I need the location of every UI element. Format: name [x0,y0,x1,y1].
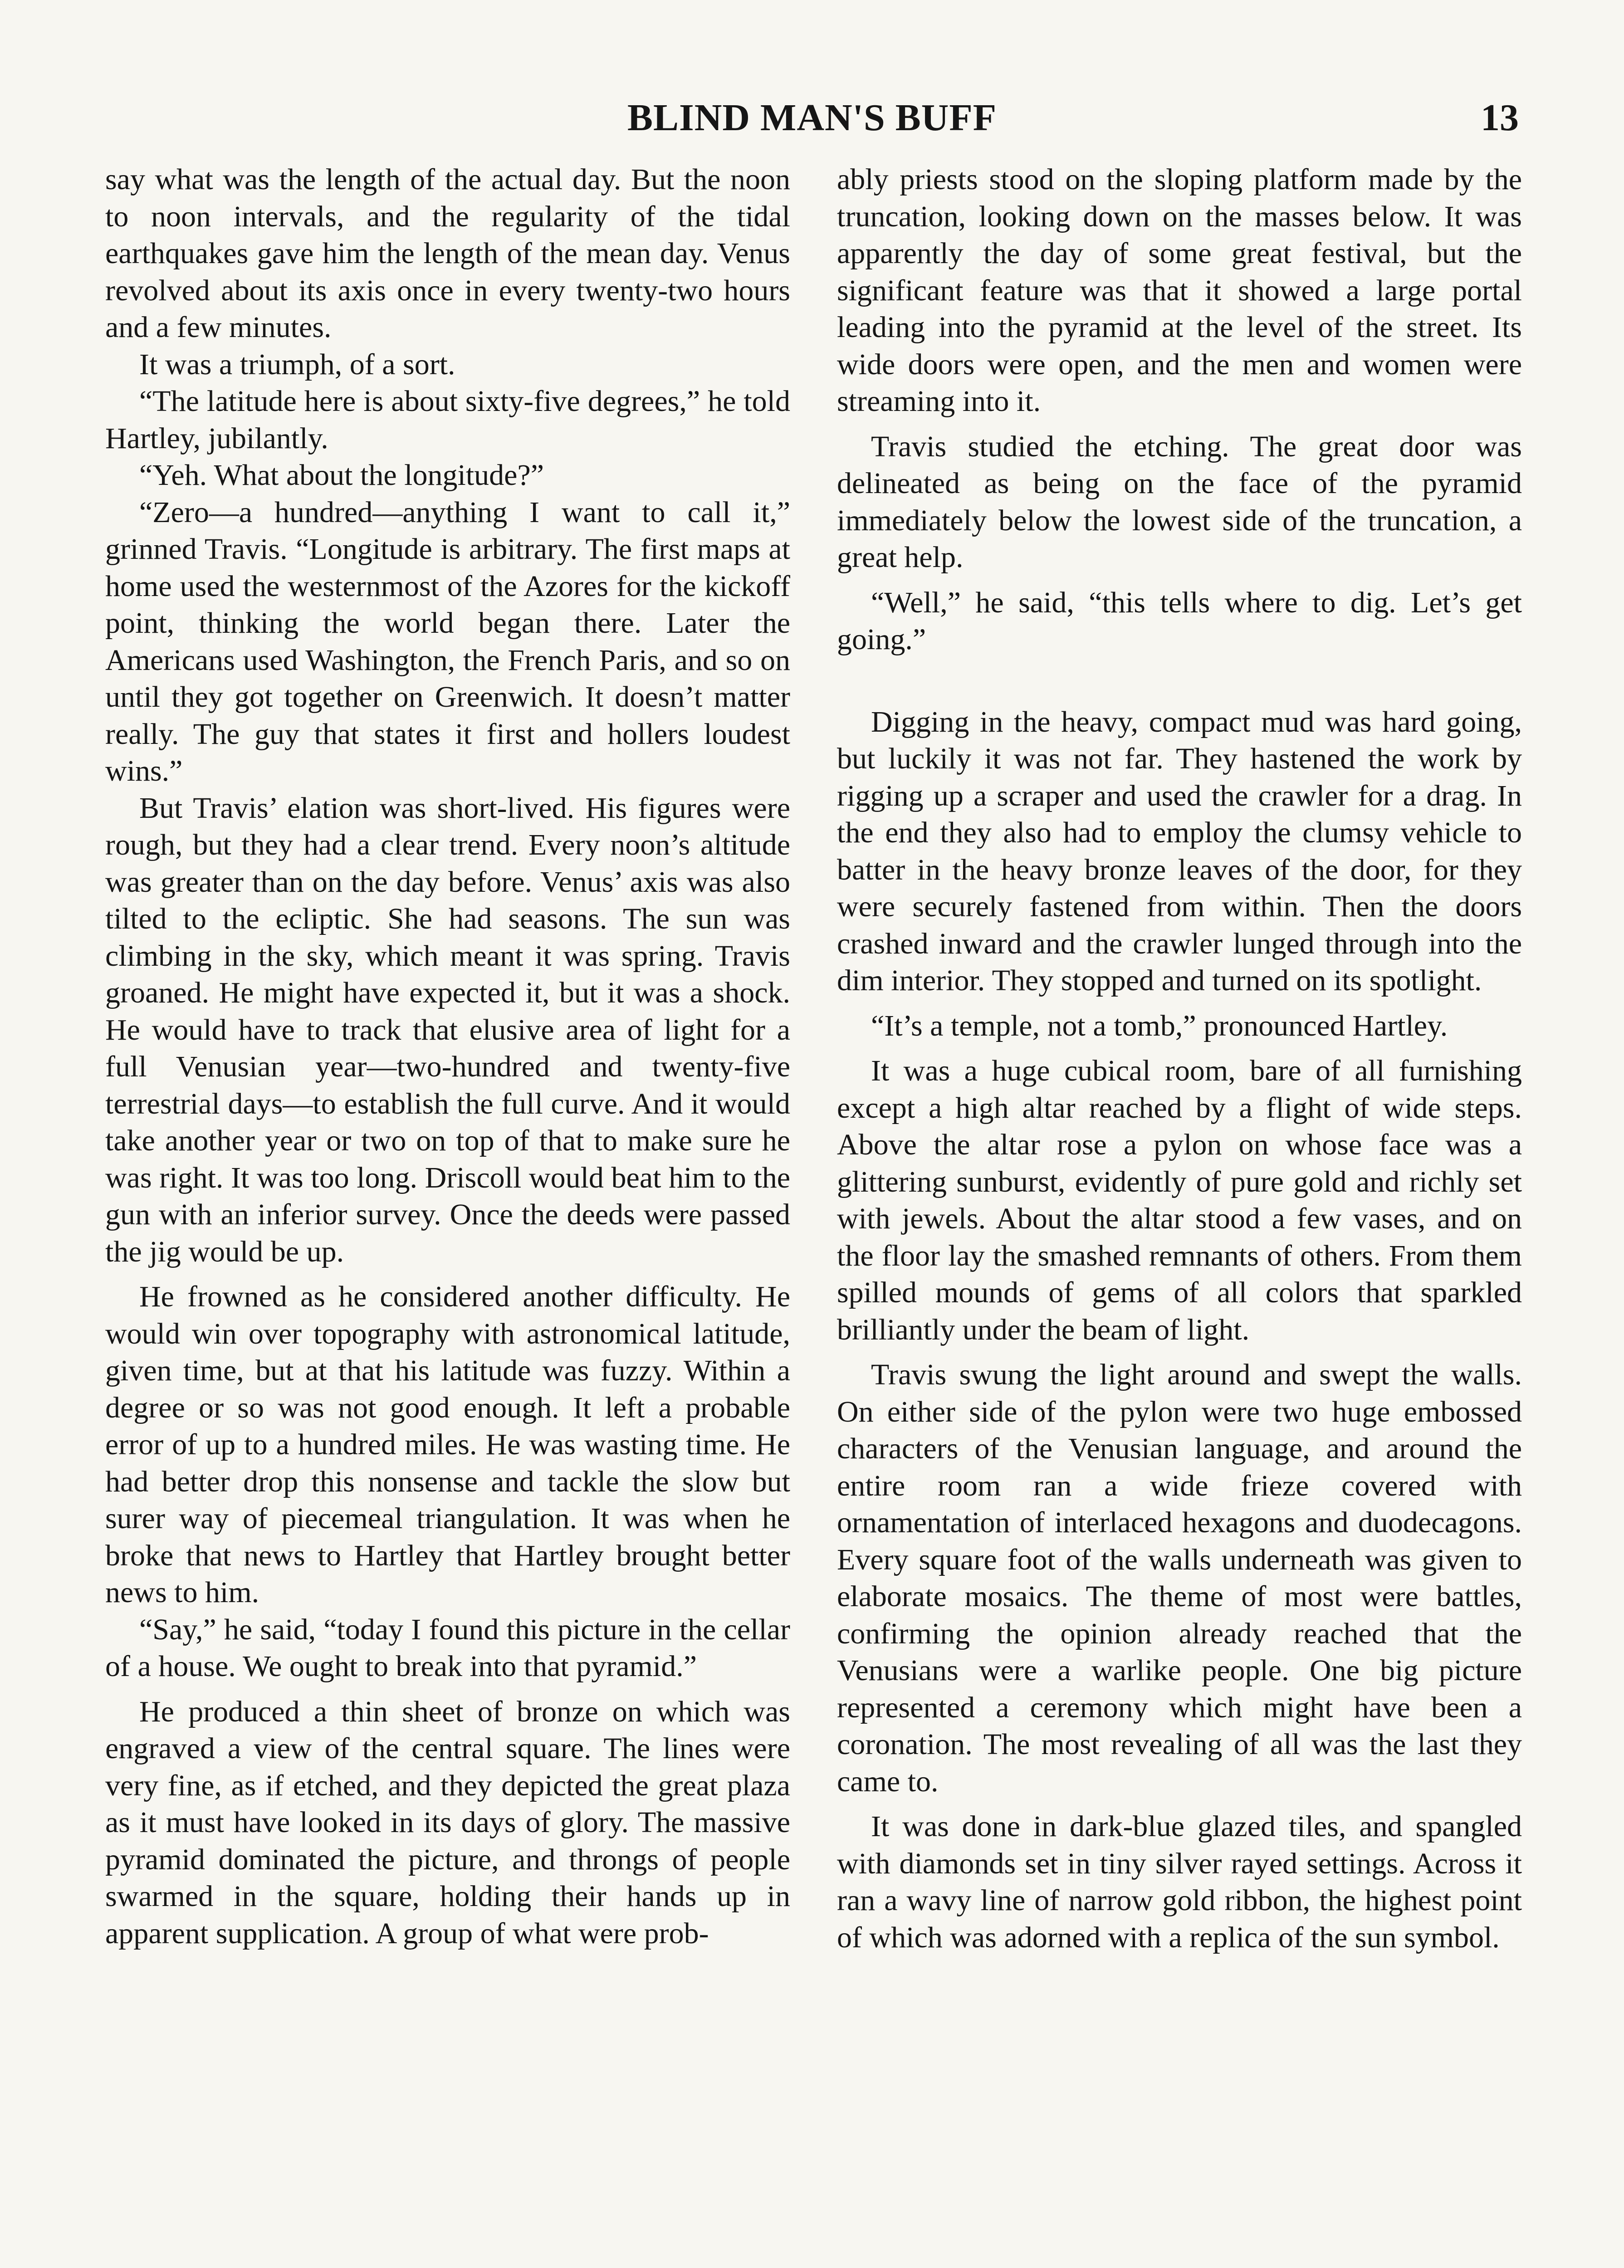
paragraph: “Say,” he said, “today I found this picture in the cellar of a house. We ought to break into that pyramid.” [105,1613,790,1683]
paragraph: say what was the length of the actual day. But the noon to noon intervals, and the regularity of the tidal earthquakes gave him the length of the mean day. Venus revolved about its axis once in every twenty-two hours and a few minutes. [105,163,790,344]
paragraph: Travis studied the etching. The great door was delineated as being on the face of the pyramid immediately below the lowest side of the truncation, a great help. [837,430,1522,574]
paragraph: “Yeh. What about the longitude?” [139,459,544,492]
paragraph: It was a triumph, of a sort. [139,347,455,381]
paragraph: He produced a thin sheet of bronze on which was engraved a view of the central square. The lines were very fine, as if etched, and they depicted the great plaza as it must have looked in its days of glory. The massive pyramid dominated the picture, and throngs of people swarmed in the square, holding their hands up in apparent supplication. A group of what were prob- [105,1695,790,1950]
paragraph: Travis swung the light around and swept the walls. On either side of the pylon were two huge embossed characters of the Venusian language, and around the entire room ran a wide frieze covered with ornamentation of interlaced hexagons and duodecagons. Every square foot of the walls underneath was given to elaborate mosaics. The theme of most were battles, confirming the opinion already reached that the Venusians were a warlike people. One big picture represented a ceremony which might have been a coronation. The most revealing of all was the last they came to. [837,1358,1522,1798]
paragraph: It was done in dark-blue glazed tiles, and spangled with diamonds set in tiny silver rayed settings. Across it ran a wavy line of narrow gold ribbon, the highest point of which was adorned with a replica of the sun symbol. [837,1810,1522,1954]
page-number: 13 [1481,97,1519,139]
running-head: BLIND MAN'S BUFF [627,97,997,139]
page-header [105,93,1519,143]
paragraph: ably priests stood on the sloping platform made by the truncation, looking down on the masses below. It was apparently the day of some great festival, but the significant feature was that it showed a large portal leading into the pyramid at the level of the street. Its wide doors were open, and the men and women were streaming into it. [837,163,1522,418]
paragraph: He frowned as he considered another difficulty. He would win over topography with astronomical latitude, given time, but at that his latitude was fuzzy. Within a degree or so was not good enough. It left a probable error of up to a hundred miles. He was wasting time. He had better drop this nonsense and tackle the slow but surer way of piecemeal triangulation. It was when he broke that news to Hartley that Hartley brought better news to him. [105,1280,790,1609]
paragraph: It was a huge cubical room, bare of all furnishing except a high altar reached by a flight of wide steps. Above the altar rose a pylon on whose face was a glittering sunburst, evidently of pure gold and richly set with jewels. About the altar stood a few vases, and on the floor lay the smashed remnants of others. From them spilled mounds of gems of all colors that sparkled brilliantly under the beam of light. [837,1054,1522,1346]
paragraph: Digging in the heavy, compact mud was hard going, but luckily it was not far. They hastened the work by rigging up a scraper and used the crawler for a drag. In the end they also had to employ the clumsy vehicle to batter in the heavy bronze leaves of the door, for they were securely fastened from within. Then the doors crashed inward and the crawler lunged through into the dim interior. They stopped and turned on its spotlight. [837,705,1522,997]
paragraph: “Well,” he said, “this tells where to dig. Let’s get going.” [837,586,1522,656]
right-column [837,161,1522,1956]
left-column [105,161,790,1952]
paragraph: “It’s a temple, not a tomb,” pronounced Hartley. [871,1009,1448,1042]
paragraph: “Zero—a hundred—anything I want to call it,” grinned Travis. “Longitude is arbitrary. The first maps at home used the westernmost of the Azores for the kickoff point, thinking the world began there. Later the Americans used Washington, the French Paris, and so on until they got together on Greenwich. It doesn’t matter really. The guy that states it first and hollers loudest wins.” [105,495,790,787]
paragraph: But Travis’ elation was short-lived. His figures were rough, but they had a clear trend. Every noon’s altitude was greater than on the day before. Venus’ axis was also tilted to the ecliptic. She had seasons. The sun was climbing in the sky, which meant it was spring. Travis groaned. He might have expected it, but it was a shock. He would have to track that elusive area of light for a full Venusian year—two-hundred and twenty-five terrestrial days—to establish the full curve. And it would take another year or two on top of that to make sure he was right. It was too long. Driscoll would beat him to the gun with an inferior survey. Once the deeds were passed the jig would be up. [105,791,790,1268]
paragraph: “The latitude here is about sixty-five degrees,” he told Hartley, jubilantly. [105,385,790,455]
